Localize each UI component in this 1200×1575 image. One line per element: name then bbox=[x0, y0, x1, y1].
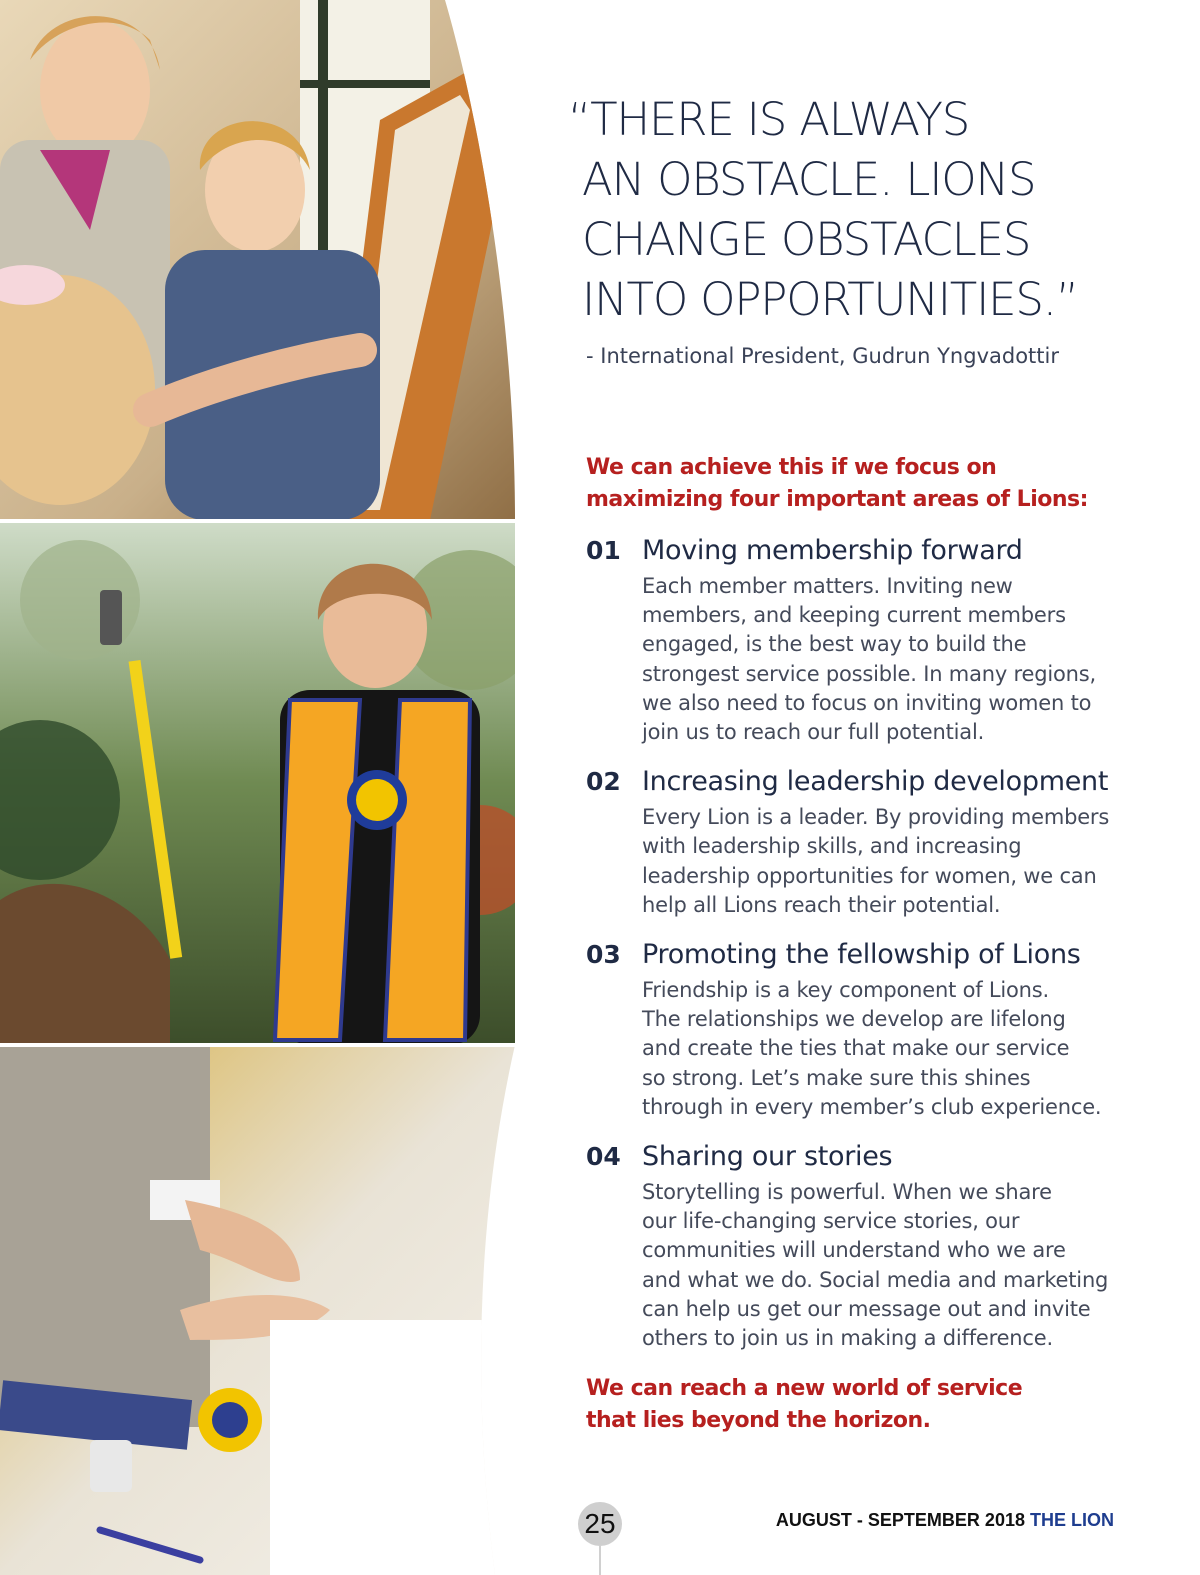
photo-tree-measuring bbox=[0, 522, 520, 1045]
quote-line: INTO OPPORTUNITIES.” bbox=[582, 273, 1078, 326]
photo-column bbox=[0, 0, 520, 1575]
focus-area-02 bbox=[586, 765, 1146, 920]
photo-hands-table bbox=[0, 1047, 520, 1575]
focus-area-04 bbox=[586, 1140, 1146, 1353]
body-line: and create the ties that make our service bbox=[642, 1036, 1070, 1061]
focus-area-number: 01 bbox=[586, 536, 621, 565]
body-line: engaged, is the best way to build the bbox=[642, 632, 1027, 657]
focus-area-title: Promoting the fellowship of Lions bbox=[642, 939, 1081, 971]
body-line: we also need to focus on inviting women to bbox=[642, 690, 1092, 715]
body-line: Each member matters. Inviting new bbox=[642, 574, 1013, 598]
body-line: strongest service possible. In many regions, bbox=[642, 661, 1096, 686]
focus-area-number: 04 bbox=[586, 1142, 621, 1172]
focus-area-body bbox=[642, 572, 1146, 747]
closing-line: that lies beyond the horizon. bbox=[586, 1408, 931, 1434]
page-number-tick bbox=[599, 1546, 601, 1575]
intro-line: We can achieve this if we focus on bbox=[586, 455, 997, 480]
body-line: members, and keeping current members bbox=[642, 603, 1066, 628]
body-line: Storytelling is powerful. When we share bbox=[642, 1180, 1052, 1205]
body-line: Every Lion is a leader. By providing members bbox=[642, 805, 1110, 830]
focus-area-title: Moving membership forward bbox=[642, 535, 1023, 566]
focus-area-body bbox=[642, 1178, 1146, 1353]
body-line: Friendship is a key component of Lions. bbox=[642, 978, 1050, 1003]
pull-quote bbox=[568, 90, 1146, 330]
focus-area-body bbox=[642, 803, 1146, 920]
magazine-name: THE LION bbox=[1030, 1510, 1114, 1530]
page-footer bbox=[578, 1502, 1138, 1552]
intro-line: maximizing four important areas of Lions: bbox=[586, 487, 1088, 512]
body-line: so strong. Let’s make sure this shines bbox=[642, 1065, 1031, 1090]
body-line: communities will understand who we are bbox=[642, 1238, 1066, 1263]
body-line: our life-changing service stories, our bbox=[642, 1209, 1020, 1234]
focus-area-title: Sharing our stories bbox=[642, 1141, 893, 1173]
issue-line bbox=[776, 1510, 1114, 1531]
focus-area-title: Increasing leadership development bbox=[642, 766, 1109, 798]
photo-family-painting bbox=[0, 0, 520, 520]
closing-line: We can reach a new world of service bbox=[586, 1376, 1023, 1402]
article-content bbox=[568, 90, 1146, 1437]
quote-attribution: - International President, Gudrun Yngvadottir bbox=[586, 344, 1059, 368]
body-line: with leadership skills, and increasing bbox=[642, 834, 1022, 859]
issue-date: AUGUST - SEPTEMBER 2018 bbox=[775, 1510, 1025, 1530]
photo-collage bbox=[0, 0, 520, 1575]
body-line: can help us get our message out and invite bbox=[642, 1296, 1091, 1321]
quote-line: CHANGE OBSTACLES bbox=[582, 213, 1031, 266]
focus-area-03 bbox=[586, 938, 1146, 1122]
body-line: help all Lions reach their potential. bbox=[642, 892, 1001, 917]
focus-area-body bbox=[642, 976, 1146, 1122]
body-line: others to join us in making a difference. bbox=[642, 1326, 1053, 1351]
closing-statement bbox=[586, 1373, 1146, 1437]
body-line: through in every member’s club experience. bbox=[642, 1094, 1102, 1119]
page-number: 25 bbox=[578, 1502, 622, 1546]
quote-line: “THERE IS ALWAYS bbox=[568, 93, 970, 146]
focus-area-number: 02 bbox=[586, 767, 621, 797]
focus-area-01 bbox=[586, 534, 1146, 747]
body-line: and what we do. Social media and marketing bbox=[642, 1267, 1109, 1292]
intro-heading bbox=[586, 452, 1146, 516]
focus-area-number: 03 bbox=[586, 940, 621, 970]
quote-line: AN OBSTACLE. LIONS bbox=[582, 153, 1036, 206]
body-line: join us to reach our full potential. bbox=[642, 720, 985, 745]
body-line: The relationships we develop are lifelong bbox=[642, 1007, 1066, 1032]
body-line: leadership opportunities for women, we can bbox=[642, 863, 1097, 888]
